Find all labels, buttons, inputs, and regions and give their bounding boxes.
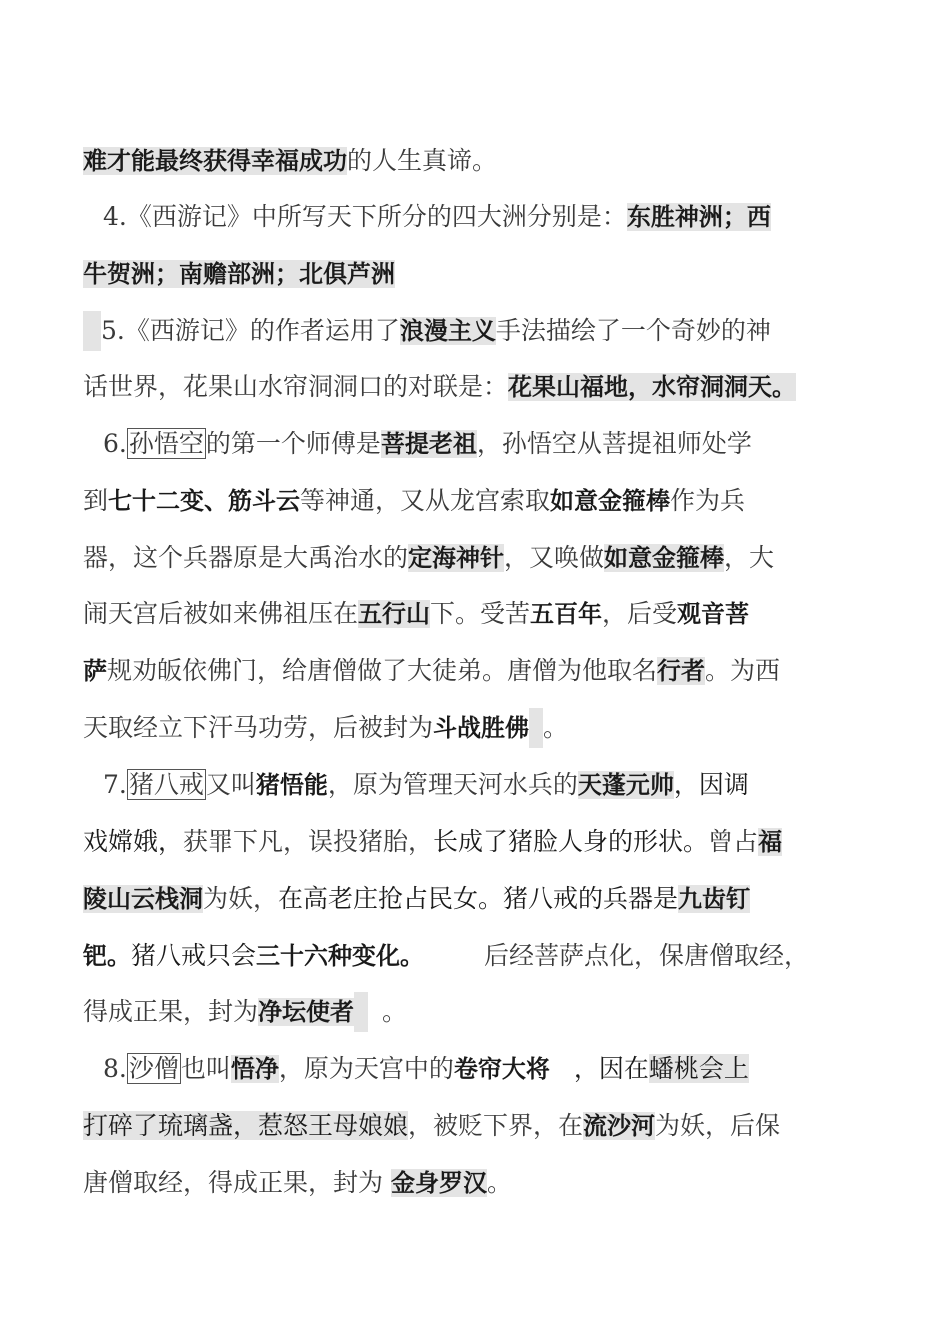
text-span: ，因在 (573, 1054, 649, 1083)
answer-bold: 七十二变、筋斗云 (108, 487, 301, 515)
answer-highlight: 净坛使者 (258, 998, 355, 1026)
text-line-19 (83, 1163, 873, 1203)
answer-bold: 五百年 (530, 600, 603, 628)
answer-highlight: 定海神针 (408, 544, 505, 572)
answer-highlight: 天蓬元帅 (577, 771, 674, 799)
question-number: 6. (103, 429, 127, 458)
text-span: 后经菩萨点化，保唐僧取经， (484, 941, 810, 970)
question-number: 8. (103, 1054, 127, 1083)
character-name-box: 猪八戒 (128, 770, 204, 799)
answer-highlight: 牛贺洲；南赡部洲；北俱芦洲 (83, 260, 395, 288)
character-name-box: 沙僧 (128, 1054, 179, 1083)
answer-highlight: 九齿钉 (678, 885, 751, 913)
text-span: ，大 (724, 543, 775, 572)
text-span: 的人生真谛。 (347, 146, 498, 175)
answer-highlight: 五行山 (358, 600, 431, 628)
text-span: 长成了猪脸人身的形状。 (433, 827, 709, 856)
text-span: 曾占 (708, 827, 759, 856)
text-span: 等神通，又从龙宫索取 (300, 486, 551, 515)
text-span: ，后受 (602, 599, 678, 628)
text-span: 。 (487, 1168, 513, 1197)
answer-highlight: 浪漫主义 (399, 317, 496, 345)
text-span: ，孙悟空从菩提祖师处学 (476, 429, 752, 458)
question-text: 5.《西游记》的作者运用了 (101, 316, 400, 345)
text-span: 到 (83, 486, 109, 515)
text-span: 。为西 (705, 656, 781, 685)
answer-bold: 如意金箍棒 (550, 487, 671, 515)
text-span: 器，这个兵器原是大禹治水的 (83, 543, 409, 572)
text-span: 规劝皈依佛门，给唐僧做了大徒弟。唐僧为他取名 (107, 656, 658, 685)
text-span: 手法描绘了一个奇妙的神 (495, 316, 771, 345)
text-line-2 (103, 197, 893, 237)
text-line-14 (83, 879, 873, 919)
text-span: 话世界，花果山水帘洞洞口的对联是： (83, 372, 509, 401)
answer-bold: 观音菩 (677, 600, 750, 628)
text-span: 的第一个师傅是 (205, 429, 381, 458)
answer-highlight: 花果山福地，水帘洞洞天。 (508, 373, 797, 401)
text-line-7 (83, 481, 873, 521)
text-line-15 (83, 936, 873, 976)
text-line-18 (83, 1106, 873, 1146)
answer-bold: 猪悟能 (255, 771, 328, 799)
text-line-3 (83, 254, 873, 294)
text-span: 下。受苦 (430, 599, 531, 628)
answer-highlight: 行者 (657, 657, 706, 685)
answer-bold: 萨 (83, 657, 107, 685)
text-span: 也叫 (180, 1054, 231, 1083)
answer-bold: 斗战胜佛 (433, 714, 530, 742)
text-span: 作为兵 (670, 486, 746, 515)
text-span: 唐僧取经，得成正果，封为 (83, 1168, 384, 1197)
answer-highlight: 悟净 (230, 1055, 279, 1083)
text-line-9 (83, 594, 873, 634)
answer-highlight: 流沙河 (583, 1112, 656, 1140)
text-span: 天取经立下汗马功劳，后被封为 (83, 713, 434, 742)
text-line-4 (83, 311, 873, 351)
answer-highlight: 难才能最终获得幸福成功 (83, 147, 347, 175)
text-line-8 (83, 538, 873, 578)
text-span: 。 (543, 713, 569, 742)
answer-bold: 卷帘大将 (453, 1055, 550, 1083)
text-line-6 (103, 424, 893, 464)
text-line-1 (83, 141, 873, 181)
answer-highlight: 东胜神洲；西 (626, 203, 771, 231)
text-span: ，原为天宫中的 (278, 1054, 454, 1083)
text-line-16 (83, 992, 873, 1032)
text-span: ，被贬下界，在 (408, 1111, 584, 1140)
text-span: 得成正果，封为 (83, 997, 259, 1026)
text-line-12 (103, 765, 893, 805)
answer-bold: 钯。 (83, 942, 131, 970)
character-name-box: 孙悟空 (128, 429, 204, 458)
answer-highlight: 打碎了琉璃盏，惹怒王母娘娘 (83, 1111, 409, 1140)
text-span: ，又唤做 (504, 543, 605, 572)
text-line-17 (103, 1049, 893, 1089)
text-span: ，因调 (673, 770, 749, 799)
text-span: 在高老庄抢占民女。猪八戒的兵器是 (278, 884, 679, 913)
text-span: 为妖， (203, 884, 279, 913)
text-span: 戏嫦娥， (83, 827, 184, 856)
text-span: 猪八戒只会 (131, 941, 257, 970)
text-span: 获罪下凡，误投猪胎， (183, 827, 434, 856)
text-line-5 (83, 367, 873, 407)
text-span: 为妖，后保 (655, 1111, 781, 1140)
question-number: 7. (103, 770, 127, 799)
text-span: ，原为管理天河水兵的 (327, 770, 578, 799)
text-span: 闹天宫后被如来佛祖压在 (83, 599, 359, 628)
answer-bold: 三十六种变化。 (256, 942, 425, 970)
text-line-11 (83, 708, 873, 748)
question-text: 4.《西游记》中所写天下所分的四大洲分别是： (103, 202, 627, 231)
text-span: 。 (382, 997, 408, 1026)
answer-highlight: 如意金箍棒 (604, 544, 725, 572)
text-line-13 (83, 822, 873, 862)
answer-highlight: 福 (758, 828, 783, 856)
answer-highlight: 陵山云栈洞 (83, 885, 203, 913)
answer-highlight: 金身罗汉 (391, 1169, 488, 1197)
answer-highlight: 菩提老祖 (380, 430, 477, 458)
text-line-10 (83, 651, 873, 691)
text-span: 又叫 (205, 770, 256, 799)
answer-highlight: 蟠桃会上 (648, 1054, 749, 1083)
